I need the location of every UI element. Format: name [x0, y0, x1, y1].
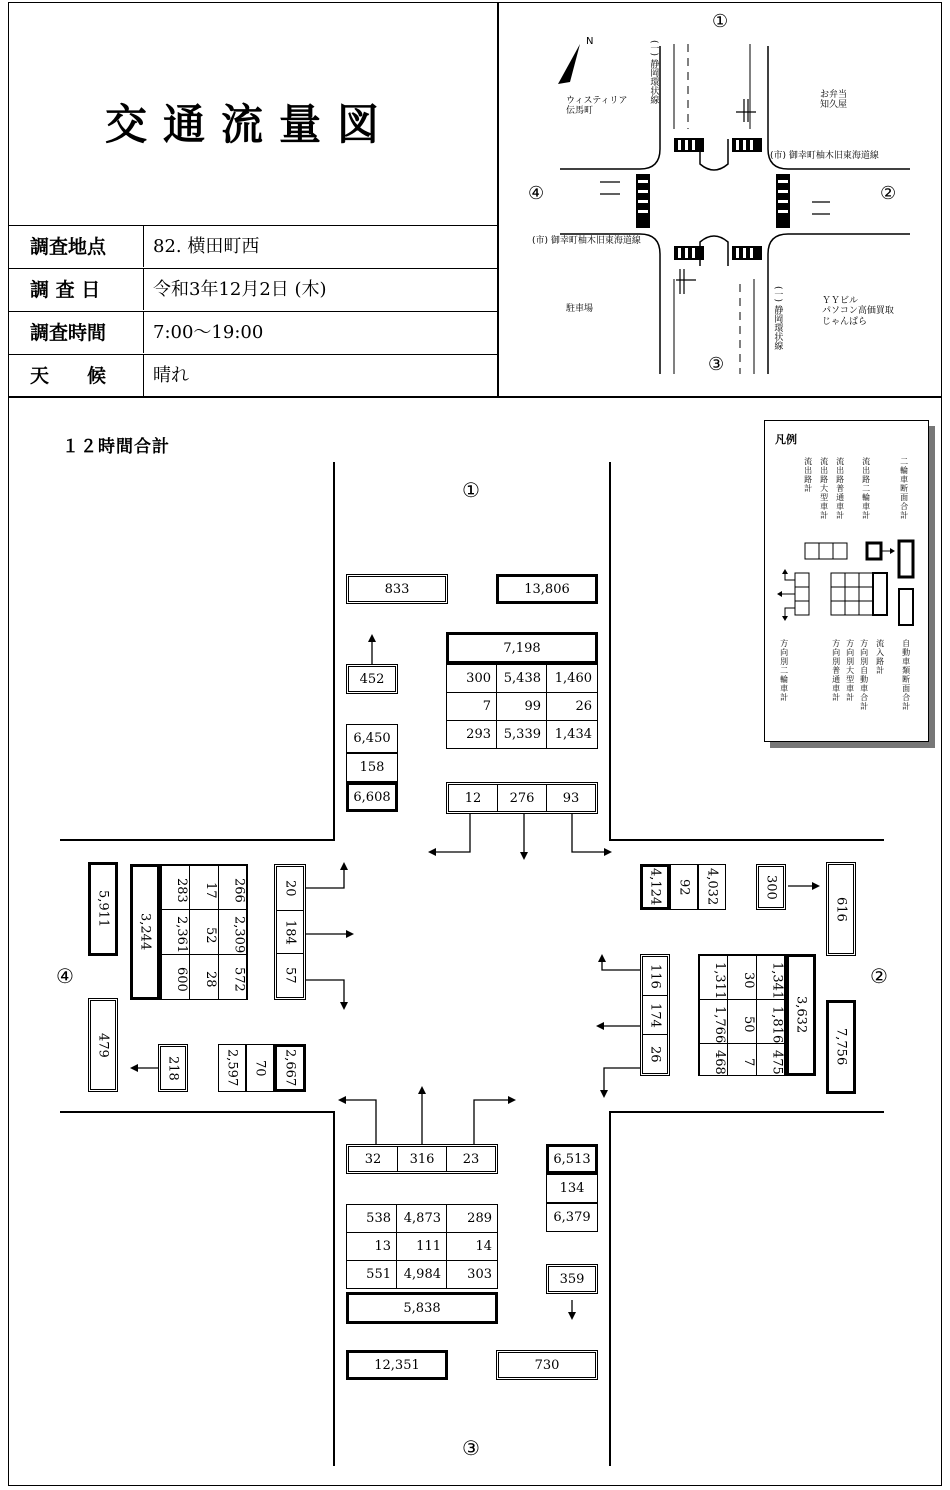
page-title: 交通流量図 [104, 100, 395, 149]
east-section-auto: 7,756 [826, 1000, 856, 1094]
section-title: １２時間合計 [62, 437, 170, 457]
south-out-bike: 359 [546, 1264, 598, 1294]
bike-dir-cell: 316 [398, 1147, 447, 1171]
approach-label-south: ③ [462, 1436, 480, 1460]
legend [764, 420, 929, 742]
info-value: 令和3年12月2日 (木) [153, 279, 327, 300]
grid-cell: 4,873 [397, 1205, 447, 1233]
approach-label-north: ① [462, 478, 480, 502]
info-value: 82. 横田町西 [153, 236, 260, 257]
grid-cell: 7 [727, 1043, 757, 1076]
grid-cell: 300 [447, 665, 497, 693]
info-value: 晴れ [153, 365, 189, 386]
legend-label: 流入路計 [875, 639, 885, 675]
north-out-bike: 452 [346, 664, 398, 694]
approach-label-east: ② [870, 964, 888, 988]
west-out-bike: 218 [158, 1044, 188, 1092]
south-out-large: 134 [546, 1174, 598, 1203]
grid-cell: 26 [547, 693, 598, 721]
grid-cell: 4,984 [397, 1261, 447, 1289]
grid-cell: 293 [447, 721, 497, 749]
east-in-total: 3,632 [786, 954, 816, 1076]
map-road-east: (市) 御幸町柚木旧東海道線 [770, 151, 879, 161]
grid-cell: 1,311 [699, 955, 729, 1000]
info-label: 天 候 [30, 365, 107, 387]
west-out-normal: 2,597 [218, 1044, 246, 1092]
grid-cell: 2,309 [218, 909, 248, 955]
north-out-large: 158 [346, 753, 398, 782]
map-place-parking: 駐車場 [566, 304, 594, 314]
grid-cell: 5,438 [497, 665, 547, 693]
grid-cell: 551 [347, 1261, 397, 1289]
west-bike-direction [274, 864, 306, 1000]
west-out-total: 2,667 [274, 1044, 306, 1092]
east-bike-direction [640, 954, 670, 1076]
east-direction-grid [698, 954, 786, 1076]
info-label: 調 査 日 [30, 279, 101, 301]
grid-cell: 7 [447, 693, 497, 721]
south-out-normal: 6,379 [546, 1203, 598, 1232]
grid-cell: 13 [347, 1233, 397, 1261]
north-section-auto: 13,806 [496, 574, 598, 604]
bike-dir-cell: 57 [282, 967, 298, 984]
bike-dir-cell: 276 [498, 785, 547, 811]
map-place-wisteria: ウィスティリア 伝馬町 [566, 96, 628, 117]
south-bike-direction [346, 1144, 498, 1174]
legend-label: 方向別自動車合計 [859, 639, 869, 711]
south-section-bike: 730 [496, 1350, 598, 1380]
legend-label: 流出路大型車計 [819, 457, 829, 520]
grid-cell: 538 [347, 1205, 397, 1233]
grid-cell: 1,434 [547, 721, 598, 749]
info-label: 調査時間 [30, 322, 107, 344]
map-road-south: (一) 静岡環状線 [772, 286, 783, 350]
grid-cell: 17 [189, 865, 219, 911]
bike-dir-cell: 32 [349, 1147, 398, 1171]
grid-cell: 266 [218, 865, 248, 911]
legend-label: 方向別大型車計 [845, 639, 855, 702]
west-section-auto: 5,911 [88, 862, 118, 956]
east-out-normal: 4,032 [698, 864, 726, 910]
south-out-total: 6,513 [546, 1144, 598, 1174]
info-label: 調査地点 [30, 236, 107, 258]
grid-cell: 1,766 [699, 999, 729, 1044]
map-place-yy-building: ＹＹビル パソコン高価買取 じゃんぱら [822, 296, 894, 327]
approach-label-west: ④ [56, 964, 74, 988]
grid-cell: 5,339 [497, 721, 547, 749]
south-section-auto: 12,351 [346, 1350, 448, 1380]
grid-cell: 1,460 [547, 665, 598, 693]
grid-cell: 303 [447, 1261, 498, 1289]
east-out-large: 92 [670, 864, 698, 910]
grid-cell: 283 [161, 865, 191, 911]
grid-cell: 50 [727, 999, 757, 1044]
north-bike-direction [446, 782, 598, 814]
west-section-bike: 479 [88, 998, 118, 1092]
legend-label: 方向別二輪車計 [779, 639, 789, 702]
grid-cell: 1,341 [756, 955, 786, 1000]
grid-cell: 99 [497, 693, 547, 721]
grid-cell: 572 [218, 954, 248, 1000]
legend-label: 二輪車断面合計 [899, 457, 909, 520]
north-out-total: 6,608 [346, 782, 398, 812]
bike-dir-cell: 116 [643, 957, 667, 996]
map-approach-3: ③ [708, 354, 725, 375]
north-direction-grid [446, 664, 598, 749]
map-place-chikuya: お弁当 知久屋 [820, 90, 848, 111]
west-out-large: 70 [246, 1044, 274, 1092]
map-approach-2: ② [880, 183, 897, 204]
grid-cell: 1,816 [756, 999, 786, 1044]
legend-label: 自動車類断面合計 [901, 639, 911, 711]
bike-dir-cell: 174 [643, 996, 667, 1035]
legend-label: 流出路計 [803, 457, 813, 493]
grid-cell: 600 [161, 954, 191, 1000]
legend-title: 凡例 [775, 433, 797, 446]
east-section-bike: 616 [826, 862, 856, 956]
legend-label: 流出路普通車計 [835, 457, 845, 520]
bike-dir-cell: 184 [277, 911, 303, 955]
map-approach-4: ④ [528, 183, 545, 204]
grid-cell: 111 [397, 1233, 447, 1261]
bike-dir-cell: 26 [647, 1045, 663, 1063]
grid-cell: 468 [699, 1043, 729, 1076]
east-out-total: 4,124 [640, 864, 670, 910]
grid-cell: 52 [189, 909, 219, 955]
legend-label: 方向別普通車計 [831, 639, 841, 702]
south-direction-grid [346, 1204, 498, 1289]
grid-cell: 14 [447, 1233, 498, 1261]
legend-label: 流出路二輪車計 [861, 457, 871, 520]
grid-cell: 28 [189, 954, 219, 1000]
east-out-bike: 300 [756, 864, 786, 910]
south-in-total: 5,838 [346, 1292, 498, 1324]
bike-dir-cell: 12 [449, 785, 498, 811]
north-in-total: 7,198 [446, 632, 598, 664]
grid-cell: 2,361 [161, 909, 191, 955]
map-road-north: (一) 静岡環状線 [648, 40, 659, 104]
north-label: N [586, 36, 594, 47]
bike-dir-cell: 23 [462, 1151, 480, 1167]
bike-dir-cell: 20 [277, 867, 303, 911]
map-road-west: (市) 御幸町柚木旧東海道線 [532, 236, 641, 246]
legend-symbols [765, 531, 928, 631]
grid-cell: 289 [447, 1205, 498, 1233]
info-value: 7:00〜19:00 [153, 322, 264, 343]
north-out-normal: 6,450 [346, 724, 398, 753]
grid-cell: 475 [756, 1043, 786, 1076]
north-out-bike-section: 833 [346, 574, 448, 604]
bike-dir-cell: 93 [562, 790, 580, 806]
west-in-total: 3,244 [130, 864, 160, 1000]
west-direction-grid [160, 864, 248, 1000]
map-approach-1: ① [712, 11, 729, 32]
grid-cell: 30 [727, 955, 757, 1000]
